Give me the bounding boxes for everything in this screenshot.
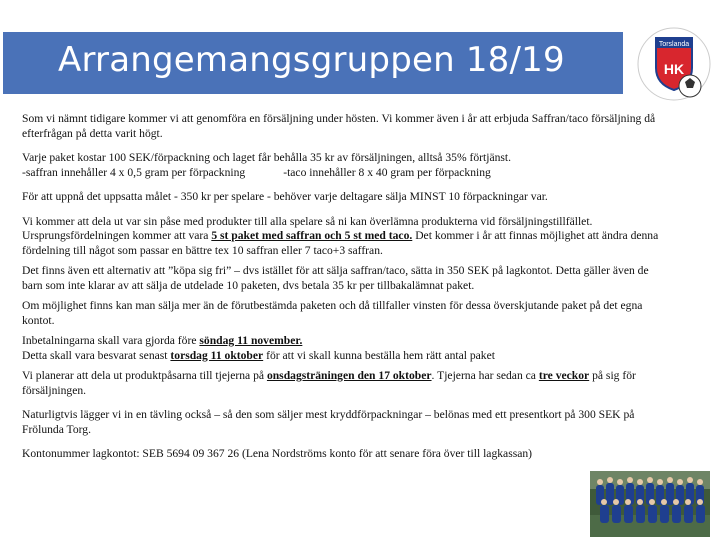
distribution-text-a: Vi kommer att dela ut var sin påse med produkter till alla spelare så ni kan överlämna produkterna vid försäljningstillfället. Ursprungsfördelningen kommer att vara <box>22 214 593 242</box>
sales-period: tre veckor <box>538 369 590 382</box>
intro-paragraph: Som vi nämnt tidigare kommer vi att genomföra en försäljning under hösten. Vi kommer även i år att erbjuda Saffran/taco försäljning då efterfrågan på detta varit högt. <box>22 112 656 140</box>
answer-deadline-text: Detta skall vara besvarat senast <box>22 348 168 362</box>
distribution-date-text: Vi planerar att dela ut produktpåsarna till tjejerna på <box>22 369 265 382</box>
answer-deadline-reason: för att vi skall kunna beställa hem rätt antal paket <box>266 348 495 362</box>
buy-free-paragraph: Det finns även ett alternativ att ”köpa sig fri” – dvs istället för att sälja saffran/taco, sätta in 350 SEK på lagkontot. Detta gäller även de barn som inte klarar av att sälja de utdelade 10 paketen, dvs betala 35 kr per tillbakalämnat paket. <box>22 264 649 292</box>
account-paragraph: Kontonummer lagkontot: SEB 5694 09 367 26 (Lena Nordströms konto för att senare föra över till lagkassan) <box>22 447 533 460</box>
sales-period-text: . Tjejerna har sedan ca <box>431 369 536 382</box>
taco-content: -taco innehåller 8 x 40 gram per förpackning <box>283 165 491 179</box>
deadline-paragraph <box>22 334 672 363</box>
extra-sales-paragraph: Om möjlighet finns kan man sälja mer än de förutbestämda paketen och då tillfaller vinsten för dessa överskjutande paket på det egna kontot. <box>22 299 643 327</box>
logo-text-bottom: HK <box>663 61 685 77</box>
answer-deadline-date: torsdag 11 oktober <box>170 348 264 362</box>
distribution-date-paragraph <box>22 369 672 398</box>
price-paragraph <box>22 151 672 180</box>
page-title: Arrangemangsgruppen 18/19 <box>58 40 565 80</box>
distribution-text-b: Det kommer i år att finnas möjlighet att ändra denna fördelning till något som passar en bättre tex 10 saffran eller 7 taco+3 saffran. <box>22 229 659 257</box>
competition-paragraph: Naturligtvis lägger vi in en tävling också – så den som säljer mest kryddförpackningar – belönas med ett presentkort på 300 SEK på Frölunda Torg. <box>22 408 635 436</box>
distribution-date: onsdagsträningen den 17 oktober <box>266 369 432 382</box>
distribution-paragraph <box>22 215 672 259</box>
payment-deadline-text: Inbetalningarna skall vara gjorda före <box>22 334 197 347</box>
club-logo <box>634 24 714 104</box>
price-line: Varje paket kostar 100 SEK/förpackning och laget får behålla 35 kr av försäljningen, alltså 35% förtjänst. <box>22 151 512 164</box>
distribution-default: 5 st paket med saffran och 5 st med taco. <box>211 229 413 242</box>
payment-deadline-date: söndag 11 november. <box>199 334 303 347</box>
logo-text-top: Torslanda <box>658 41 690 48</box>
body-text <box>22 112 672 472</box>
sales-period-suffix: på sig för försäljningen. <box>22 369 636 397</box>
team-photo <box>590 471 710 537</box>
saffran-content: -saffran innehåller 4 x 0,5 gram per förpackning <box>22 165 246 179</box>
goal-paragraph: För att uppnå det uppsatta målet - 350 kr per spelare - behöver varje deltagare sälja MINST 10 förpackningar var. <box>22 190 548 203</box>
